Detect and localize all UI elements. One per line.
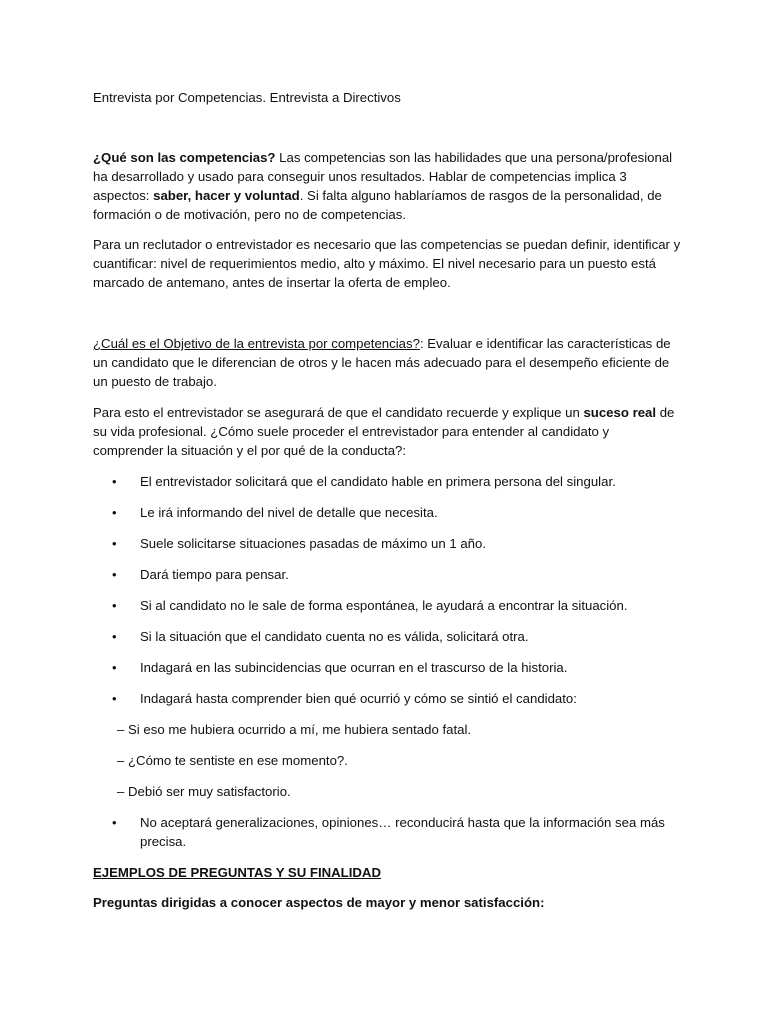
subheading <box>93 893 683 912</box>
dash-item: – Debió ser muy satisfactorio. <box>117 784 291 799</box>
paragraph-text: . Si falta alguno hablaríamos de rasgos de la personalidad, de formación o de motivación, pero no de competencias. <box>93 188 662 222</box>
list-item: • Suele solicitarse situaciones pasadas de máximo un 1 año. <box>93 534 683 553</box>
list-item: • Si al candidato no le sale de forma espontánea, le ayudará a encontrar la situación. <box>93 596 683 615</box>
list-item: • Le irá informando del nivel de detalle que necesita. <box>93 503 683 522</box>
list-item: • No aceptará generalizaciones, opiniones… reconducirá hasta que la información sea más precisa. <box>93 813 683 851</box>
list-item: • El entrevistador solicitará que el candidato hable en primera persona del singular. <box>93 472 683 491</box>
subheading-text: Preguntas dirigidas a conocer aspectos de mayor y menor satisfacción: <box>93 895 545 910</box>
dash-item: – ¿Cómo te sentiste en ese momento?. <box>117 753 348 768</box>
paragraph-text: : Evaluar e identificar las características de un candidato que le diferencian de otros y le hacen más adecuado para el desempeño eficiente de un puesto de trabajo. <box>93 336 671 389</box>
document-title: Entrevista por Competencias. Entrevista a Directivos <box>93 90 401 105</box>
paragraph-reclutador: Para un reclutador o entrevistador es necesario que las competencias se puedan definir, identificar y cuantificar: nivel de requerimientos medio, alto y máximo. El nivel necesario para un puesto está marcado de antemano, antes de insertar la oferta de empleo. <box>93 237 681 290</box>
section-heading-text: EJEMPLOS DE PREGUNTAS Y SU FINALIDAD <box>93 865 381 880</box>
paragraph-proceso <box>93 403 683 460</box>
paragraph-text: de su vida profesional. ¿Cómo suele proceder el entrevistador para entender al candidato y comprender la situación y el por qué de la conducta?: <box>93 405 675 458</box>
paragraph-text: Las competencias son las habilidades que una persona/profesional ha desarrollado y usado para conseguir unos resultados. Hablar de competencias implica 3 aspectos: <box>93 150 673 203</box>
paragraph-text: Para esto el entrevistador se asegurará de que el candidato recuerde y explique un <box>93 405 584 420</box>
paragraph-competencias <box>93 148 683 224</box>
section-heading <box>93 863 683 882</box>
question-competencias: ¿Qué son las competencias? <box>93 150 276 165</box>
emphasis-suceso-real: suceso real <box>583 405 657 420</box>
list-item: • Dará tiempo para pensar. <box>93 565 683 584</box>
question-objetivo: ¿Cuál es el Objetivo de la entrevista por competencias? <box>93 336 420 351</box>
list-item: • Si la situación que el candidato cuenta no es válida, solicitará otra. <box>93 627 683 646</box>
paragraph-objetivo <box>93 334 683 391</box>
list-item: • Indagará en las subincidencias que ocurran en el trascurso de la historia. <box>93 658 683 677</box>
list-item: • Indagará hasta comprender bien qué ocurrió y cómo se sintió el candidato: <box>93 689 683 708</box>
emphasis-aspectos: saber, hacer y voluntad <box>153 188 300 203</box>
dash-item: – Si eso me hubiera ocurrido a mí, me hubiera sentado fatal. <box>117 722 472 737</box>
